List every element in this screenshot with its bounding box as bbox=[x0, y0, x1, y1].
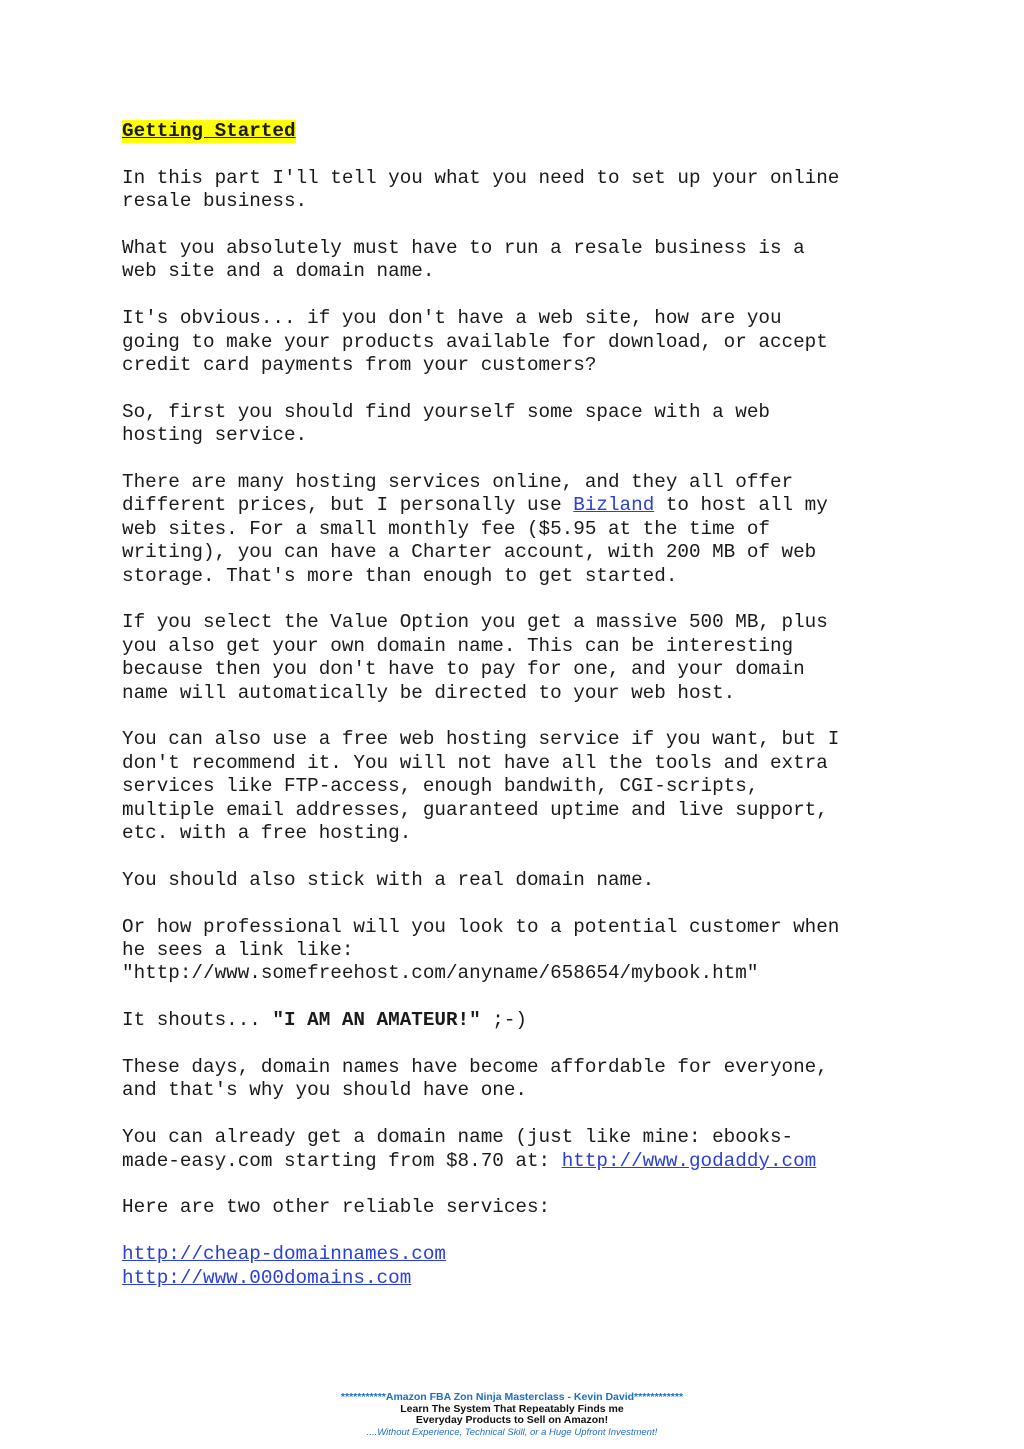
paragraph-real-domain: You should also stick with a real domain name. bbox=[122, 868, 655, 891]
paragraph-intro: In this part I'll tell you what you need to set up your online resale business. bbox=[122, 166, 840, 213]
text-segment: There are many hosting services online, and they all offer different prices, but I personally use bbox=[122, 471, 794, 517]
bizland-link[interactable]: Bizland bbox=[573, 494, 655, 517]
document-body bbox=[122, 120, 922, 1290]
footer-title: ***********Amazon FBA Zon Ninja Masterclass - Kevin David************ bbox=[340, 1391, 684, 1403]
paragraph-other-services: Here are two other reliable services: bbox=[122, 1196, 551, 1219]
paragraph-professional: Or how professional will you look to a potential customer when he sees a link like: "http://www.somefreehost.com/anyname/658654/mybook.htm" bbox=[122, 915, 840, 985]
000domains-link[interactable]: http://www.000domains.com bbox=[122, 1266, 412, 1289]
paragraph-find-hosting: So, first you should find yourself some space with a web hosting service. bbox=[122, 400, 770, 447]
footer-tagline: ....Without Experience, Technical Skill, or a Huge Upfront Investment! bbox=[366, 1426, 658, 1438]
paragraph-free-hosting: You can also use a free web hosting service if you want, but I don't recommend it. You will not have all the tools and extra services like FTP-access, enough bandwith, CGI-scripts, multiple email addresses, guaranteed uptime and live support, etc. with a free hosting. bbox=[122, 728, 840, 845]
paragraph-hosting-services bbox=[122, 471, 922, 588]
paragraph-amateur bbox=[122, 1009, 922, 1032]
paragraph-must-have: What you absolutely must have to run a resale business is a web site and a domain name. bbox=[122, 237, 805, 283]
godaddy-link[interactable]: http://www.godaddy.com bbox=[561, 1149, 817, 1172]
footer-line-2: Learn The System That Repeatably Finds me bbox=[400, 1402, 624, 1415]
text-segment: to host all my web sites. For a small monthly fee ($5.95 at the time of writing), you can have a Charter account, with 200 MB of web storage. That's more than enough to get started. bbox=[122, 494, 828, 587]
paragraph-get-domain bbox=[122, 1126, 922, 1173]
text-segment: You can already get a domain name (just like mine: ebooks- made-easy.com starting from $8.70 at: bbox=[122, 1126, 794, 1172]
promo-footer bbox=[0, 1392, 1024, 1438]
domain-links-list bbox=[122, 1243, 922, 1290]
text-segment: It shouts... bbox=[122, 1009, 273, 1032]
section-heading: Getting Started bbox=[122, 120, 296, 142]
footer-line-3: Everyday Products to Sell on Amazon! bbox=[415, 1414, 609, 1426]
paragraph-value-option: If you select the Value Option you get a massive 500 MB, plus you also get your own domain name. This can be interesting because then you don't have to pay for one, and your domain name will automatically be directed to your web host. bbox=[122, 611, 828, 704]
amateur-emphasis: "I AM AN AMATEUR!" bbox=[272, 1009, 481, 1032]
cheap-domainnames-link[interactable]: http://cheap-domainnames.com bbox=[122, 1243, 446, 1266]
paragraph-obvious: It's obvious... if you don't have a web site, how are you going to make your products available for download, or accept credit card payments from your customers? bbox=[122, 307, 828, 377]
paragraph-affordable: These days, domain names have become affordable for everyone, and that's why you should have one. bbox=[122, 1056, 828, 1102]
text-segment: ;-) bbox=[480, 1009, 527, 1032]
